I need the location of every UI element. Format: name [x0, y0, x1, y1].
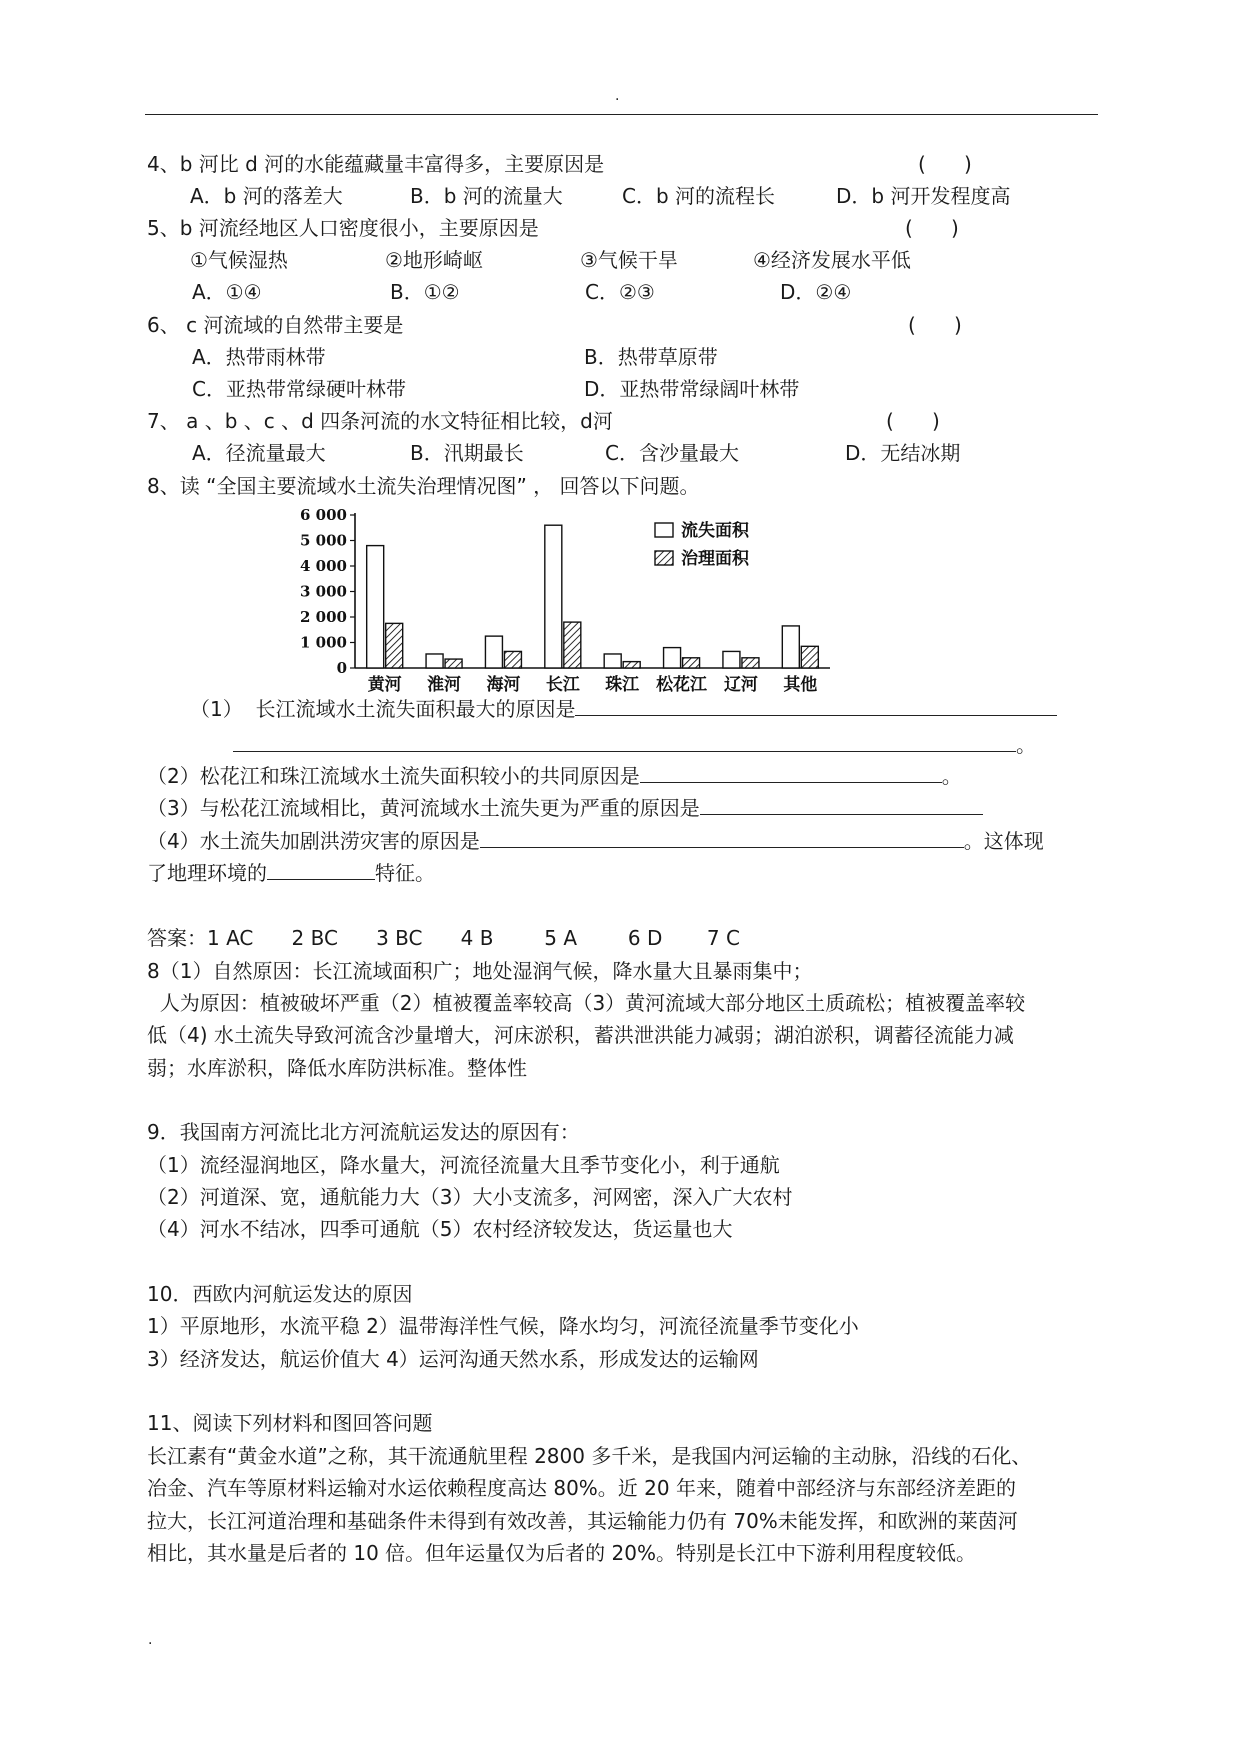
legend-label-loss: 流失面积 — [681, 521, 749, 541]
q5-option-a: A．①④ — [192, 280, 262, 304]
q6-stem: 6、 c 河流域的自然带主要是 — [147, 313, 404, 337]
category-label: 长江 — [545, 675, 580, 695]
category-label: 辽河 — [723, 675, 758, 695]
q5-item-3: ③气候干旱 — [580, 248, 678, 272]
y-tick-label: 3 000 — [300, 582, 347, 601]
bar-treated-area — [801, 646, 818, 668]
q10-line2: 3）经济发达，航运价值大 4）运河沟通天然水系，形成发达的运输网 — [147, 1347, 759, 1371]
q9-line2: （2）河道深、宽，通航能力大（3）大小支流多，河网密，深入广大农村 — [147, 1185, 793, 1209]
bar-treated-area — [742, 658, 759, 668]
q7-option-d: D．无结冰期 — [845, 441, 961, 465]
y-tick-label: 4 000 — [300, 557, 347, 575]
q8-sub2-text: （2）松花江和珠江流域水土流失面积较小的共同原因是 — [147, 764, 640, 788]
q5-item-1: ①气候湿热 — [190, 248, 288, 272]
bar-loss-area — [782, 626, 799, 668]
q8-sub2-end: 。 — [941, 764, 962, 788]
q6-option-b: B．热带草原带 — [584, 345, 718, 369]
bar-treated-area — [386, 623, 403, 668]
q8-sub4-end: 。这体现 — [963, 829, 1044, 853]
q7-option-c: C．含沙量最大 — [605, 441, 739, 465]
q8-sub4-line2b: 特征。 — [375, 861, 435, 885]
q5-item-2: ②地形崎岖 — [385, 248, 483, 272]
q4-option-b: B．b 河的流量大 — [410, 184, 563, 208]
q4-option-d: D．b 河开发程度高 — [836, 184, 1011, 208]
q8-sub4-blank[interactable] — [480, 829, 964, 848]
q10-line1: 1）平原地形，水流平稳 2）温带海洋性气候，降水均匀，河流径流量季节变化小 — [147, 1314, 859, 1338]
q8-sub4-line2a: 了地理环境的 — [147, 861, 267, 885]
bar-treated-area — [683, 658, 700, 668]
category-label: 其他 — [783, 675, 818, 695]
q8-sub1-blank2[interactable] — [233, 733, 1016, 752]
legend-swatch-treated — [655, 551, 673, 565]
q8-sub4-line2 — [147, 861, 435, 885]
bar-loss-area — [664, 648, 681, 668]
q8-sub1-line2 — [233, 733, 1036, 757]
q11-para-line4: 相比，其水量是后者的 10 倍。但年运量仅为后者的 20%。特别是长江中下游利用程度较低。 — [147, 1541, 976, 1565]
legend-label-treated: 治理面积 — [681, 549, 749, 569]
header-rule — [145, 114, 1098, 115]
q8-sub1-end: 。 — [1016, 733, 1036, 757]
legend-swatch-loss — [655, 523, 673, 537]
q8-sub3-text: （3）与松花江流域相比，黄河流域水土流失更为严重的原因是 — [147, 796, 700, 820]
q7-option-a: A．径流量最大 — [192, 441, 326, 465]
q11-para-line2: 冶金、汽车等原材料运输对水运依赖程度高达 80%。近 20 年来，随着中部经济与东部经济差距的 — [147, 1476, 1016, 1500]
q8-sub4 — [147, 829, 1044, 853]
q9-title: 9．我国南方河流比北方河流航运发达的原因有： — [147, 1120, 580, 1144]
y-tick-label: 1 000 — [300, 633, 347, 652]
q5-option-b: B．①② — [390, 280, 460, 304]
q4-option-a: A．b 河的落差大 — [190, 184, 343, 208]
soil-erosion-bar-chart — [285, 505, 845, 700]
y-tick-label: 2 000 — [300, 608, 347, 626]
q8-sub4-blank2[interactable] — [267, 861, 375, 880]
q7-stem: 7、 a 、b 、c 、d 四条河流的水文特征相比较，d河 — [147, 409, 613, 433]
bar-treated-area — [504, 651, 521, 668]
q7-option-b: B．汛期最长 — [410, 441, 524, 465]
answers-line3: 人为原因：植被破坏严重（2）植被覆盖率较高（3）黄河流域大部分地区土质疏松；植被覆盖率较 — [147, 991, 1026, 1015]
q8-sub1 — [190, 697, 1057, 721]
q10-title: 10．西欧内河航运发达的原因 — [147, 1282, 413, 1306]
y-tick-label: 0 — [336, 659, 347, 677]
q5-paren: ( ) — [905, 216, 959, 240]
q11-para-line3: 拉大，长江河道治理和基础条件未得到有效改善，其运输能力仍有 70%未能发挥，和欧洲的莱茵河 — [147, 1509, 1018, 1533]
q8-sub3-blank[interactable] — [700, 796, 983, 815]
bar-loss-area — [604, 654, 621, 668]
category-label: 淮河 — [427, 675, 462, 695]
bar-treated-area — [564, 622, 581, 668]
footer-dot: . — [148, 1632, 153, 1648]
bar-loss-area — [367, 546, 384, 668]
q8-sub2 — [147, 764, 962, 788]
q7-paren: ( ) — [886, 409, 940, 433]
q4-paren: ( ) — [918, 152, 972, 176]
q8-sub1-blank[interactable] — [575, 697, 1057, 716]
q6-option-a: A．热带雨林带 — [192, 345, 326, 369]
q8-sub4-text: （4）水土流失加剧洪涝灾害的原因是 — [147, 829, 480, 853]
category-label: 海河 — [486, 675, 521, 695]
category-label: 松花江 — [656, 675, 708, 695]
bar-loss-area — [426, 654, 443, 668]
bar-loss-area — [485, 636, 502, 668]
y-tick-label: 5 000 — [300, 531, 347, 550]
q11-para-line1: 长江素有“黄金水道”之称，其干流通航里程 2800 多千米，是我国内河运输的主动脉，沿线的石化、 — [147, 1444, 1032, 1468]
q9-line3: （4）河水不结冰，四季可通航（5）农村经济较发达，货运量也大 — [147, 1217, 733, 1241]
q8-sub3 — [147, 796, 983, 820]
y-tick-label: 6 000 — [300, 506, 347, 524]
answers-line1: 答案：1 AC 2 BC 3 BC 4 B 5 A 6 D 7 C — [147, 926, 740, 950]
q4-option-c: C．b 河的流程长 — [622, 184, 776, 208]
bar-treated-area — [623, 662, 640, 668]
q9-line1: （1）流经湿润地区，降水量大，河流径流量大且季节变化小，利于通航 — [147, 1153, 780, 1177]
bar-loss-area — [545, 525, 562, 668]
q5-stem: 5、b 河流经地区人口密度很小，主要原因是 — [147, 216, 539, 240]
q5-option-d: D．②④ — [780, 280, 852, 304]
q8-sub2-blank[interactable] — [640, 764, 942, 783]
header-dot: . — [615, 88, 620, 104]
q6-option-c: C．亚热带常绿硬叶林带 — [192, 377, 406, 401]
answers-line2: 8（1）自然原因：长江流域面积广；地处湿润气候，降水量大且暴雨集中； — [147, 959, 813, 983]
q11-title: 11、阅读下列材料和图回答问题 — [147, 1411, 433, 1435]
q6-option-d: D．亚热带常绿阔叶林带 — [584, 377, 800, 401]
q5-item-4: ④经济发展水平低 — [753, 248, 911, 272]
bar-treated-area — [445, 659, 462, 668]
q8-stem: 8、读 “全国主要流域水土流失治理情况图” ， 回答以下问题。 — [147, 474, 700, 498]
bar-loss-area — [723, 651, 740, 668]
q8-sub1-text: （1） 长江流域水土流失面积最大的原因是 — [190, 697, 576, 721]
category-label: 珠江 — [605, 675, 640, 695]
category-label: 黄河 — [367, 675, 402, 695]
q6-paren: ( ) — [908, 313, 962, 337]
answers-line5: 弱；水库淤积，降低水库防洪标准。整体性 — [147, 1056, 527, 1080]
q5-option-c: C．②③ — [585, 280, 655, 304]
q4-stem: 4、b 河比 d 河的水能蕴藏量丰富得多，主要原因是 — [147, 152, 605, 176]
answers-line4: 低（4) 水土流失导致河流含沙量增大，河床淤积，蓄洪泄洪能力减弱；湖泊淤积，调蓄径流能力减 — [147, 1023, 1014, 1047]
